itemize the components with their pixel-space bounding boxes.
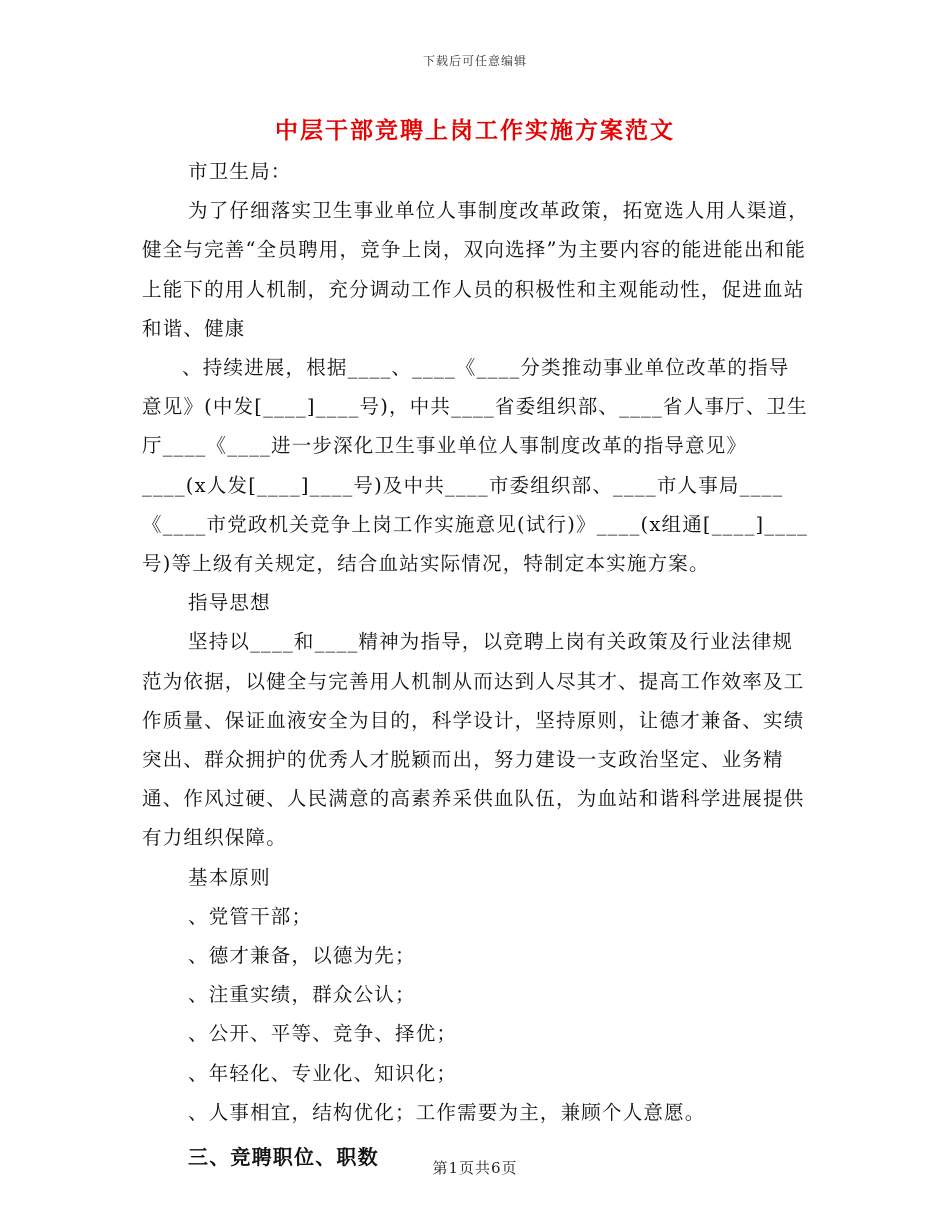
intro-paragraph: 为了仔细落实卫生事业单位人事制度改革政策，拓宽选人用人渠道，健全与完善“全员聘用，竞争上岗，双向选择”为主要内容的能进能出和能上能下的用人机制，充分调动工作人员的积极性和主观能动性，促进血站和谐、健康	[142, 199, 810, 340]
principle-item: 、公开、平等、竞争、择优；	[188, 1022, 458, 1046]
principle-item: 、党管干部；	[188, 904, 313, 928]
guiding-heading: 指导思想	[188, 591, 271, 615]
principle-item: 、注重实绩，群众公认；	[188, 983, 416, 1007]
page-header-note: 下载后可任意编辑	[422, 54, 527, 68]
document-title: 中层干部竞聘上岗工作实施方案范文	[275, 117, 675, 144]
salutation: 市卫生局：	[188, 160, 292, 183]
principle-item: 、年轻化、专业化、知识化；	[188, 1061, 458, 1085]
guiding-paragraph: 坚持以____和____精神为指导，以竞聘上岗有关政策及行业法律规范为依据，以健全与完善用人机制从而达到人尽其才、提高工作效率及工作质量、保证血液安全为目的，科学设计，坚持原则，让德才兼备、实绩突出、群众拥护的优秀人才脱颖而出，努力建设一支政治坚定、业务精通、作风过硬、人民满意的高素养采供血队伍，为血站和谐科学进展提供有力组织保障。	[142, 630, 805, 850]
basis-paragraph: 、持续进展，根据____、____《____分类推动事业单位改革的指导意见》(中发[____]____号)，中共____省委组织部、____省人事厅、卫生厅____《____进一步深化卫生事业单位人事制度改革的指导意见》____(x人发[____]____号)及中共____市委组织部、____市人事局____《____市党政机关竞争上岗工作实施意见(试行)》____(x组通[____]____号)等上级有关规定，结合血站实际情况，特制定本实施方案。	[142, 356, 809, 576]
page-number: 第1页共6页	[432, 1159, 518, 1177]
section-three-heading: 三、竞聘职位、职数	[188, 1145, 379, 1170]
document-body	[142, 152, 810, 1177]
principles-heading: 基本原则	[188, 865, 271, 889]
principle-item: 、人事相宜，结构优化；工作需要为主，兼顾个人意愿。	[188, 1100, 706, 1124]
principle-item: 、德才兼备，以德为先；	[188, 944, 416, 968]
